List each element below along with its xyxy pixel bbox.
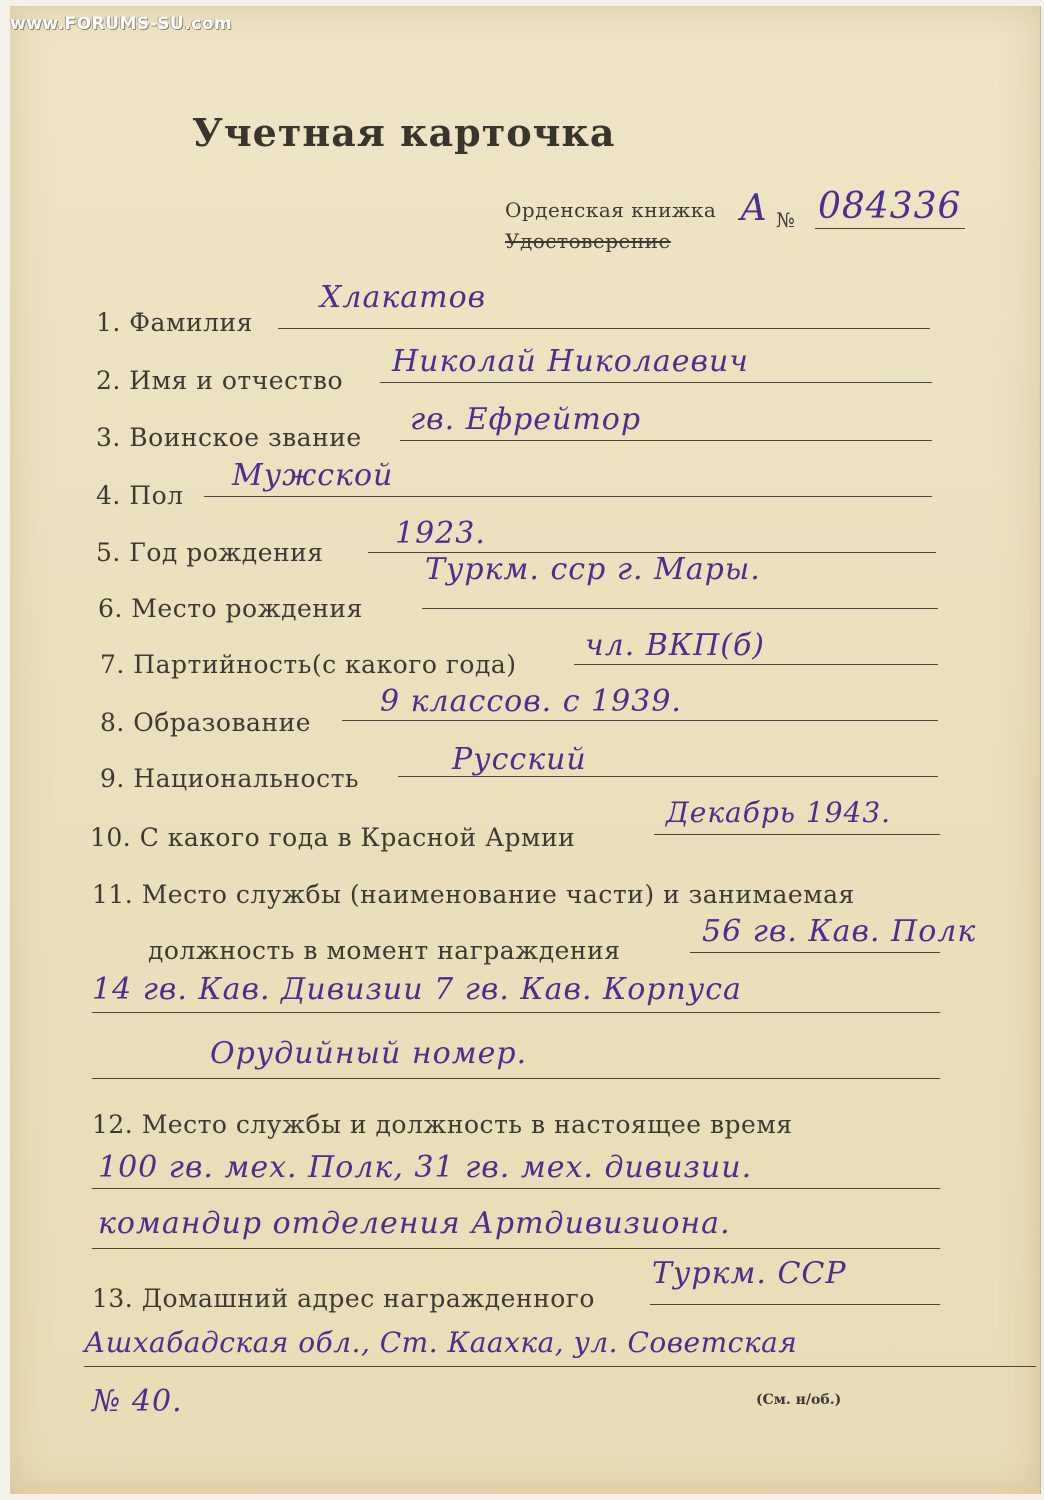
field-4-value: Мужской [232,458,394,493]
field-6-line [422,608,938,609]
field-11-value-1: 56 гв. Кав. Полк [702,914,977,949]
field-11-line-1 [690,952,940,953]
field-3-label: 3. Воинское звание [96,423,362,452]
field-11-line-3 [92,1078,940,1079]
order-book-series: А [740,188,769,229]
field-12-value-1: 100 гв. мех. Полк, 31 гв. мех. дивизии. [98,1150,753,1185]
field-10-line [654,834,940,835]
field-10-value: Декабрь 1943. [666,796,892,829]
order-book-number: 084336 [818,186,962,227]
field-13-value-2: Ашхабадская обл., Ст. Каахка, ул. Советская [84,1326,798,1359]
field-2-value: Николай Николаевич [392,344,749,379]
field-8-label: 8. Образование [100,708,312,737]
field-2-line [380,382,932,383]
field-13-value-3: № 40. [92,1384,183,1419]
field-10-label: 10. С какого года в Красной Армии [90,823,576,852]
field-11-label-line1: 11. Место службы (наименование части) и занимаемая [92,880,855,909]
footer-note: (См. н/об.) [756,1392,842,1408]
field-12-line-2 [92,1248,940,1249]
field-5-value: 1923. [395,516,486,551]
field-11-line-2 [92,1012,940,1013]
field-12-value-2: командир отделения Артдивизиона. [98,1206,731,1241]
field-12-label: 12. Место службы и должность в настоящее время [92,1110,793,1139]
order-book-label: Орденская книжка [505,198,717,222]
field-6-value: Туркм. сср г. Мары. [425,552,761,587]
field-1-label: 1. Фамилия [96,308,253,337]
field-1-line [278,328,930,329]
watermark: www.FORUMS-SU.com [10,14,233,34]
field-7-label: 7. Партийность(с какого года) [100,650,517,679]
field-9-line [398,776,938,777]
field-9-value: Русский [452,742,587,777]
field-8-value: 9 классов. с 1939. [380,684,682,719]
field-4-label: 4. Пол [96,481,184,510]
field-8-line [342,720,938,721]
field-13-value-1: Туркм. ССР [652,1256,847,1291]
field-7-line [574,664,938,665]
field-7-value: чл. ВКП(б) [585,628,765,663]
field-5-label: 5. Год рождения [96,538,324,567]
field-11-value-2: 14 гв. Кав. Дивизии 7 гв. Кав. Корпуса [92,972,742,1007]
certificate-label-struck: Удостоверение [505,229,671,253]
order-book-number-line [815,228,965,229]
field-11-value-3: Орудийный номер. [210,1036,528,1071]
field-1-value: Хлакатов [320,280,487,315]
field-3-line [400,440,932,441]
field-4-line [204,496,932,497]
card-title: Учетная карточка [192,110,616,155]
field-12-line-1 [92,1188,940,1189]
field-2-label: 2. Имя и отчество [96,366,344,395]
field-11-label-line2: должность в момент награждения [148,936,621,965]
number-sign: № [776,208,796,232]
field-3-value: гв. Ефрейтор [410,402,642,437]
field-13-line-1 [650,1304,940,1305]
field-6-label: 6. Место рождения [98,594,363,623]
field-13-label: 13. Домашний адрес награжденного [92,1284,595,1313]
field-13-line-2 [84,1366,1036,1367]
field-9-label: 9. Национальность [100,764,360,793]
